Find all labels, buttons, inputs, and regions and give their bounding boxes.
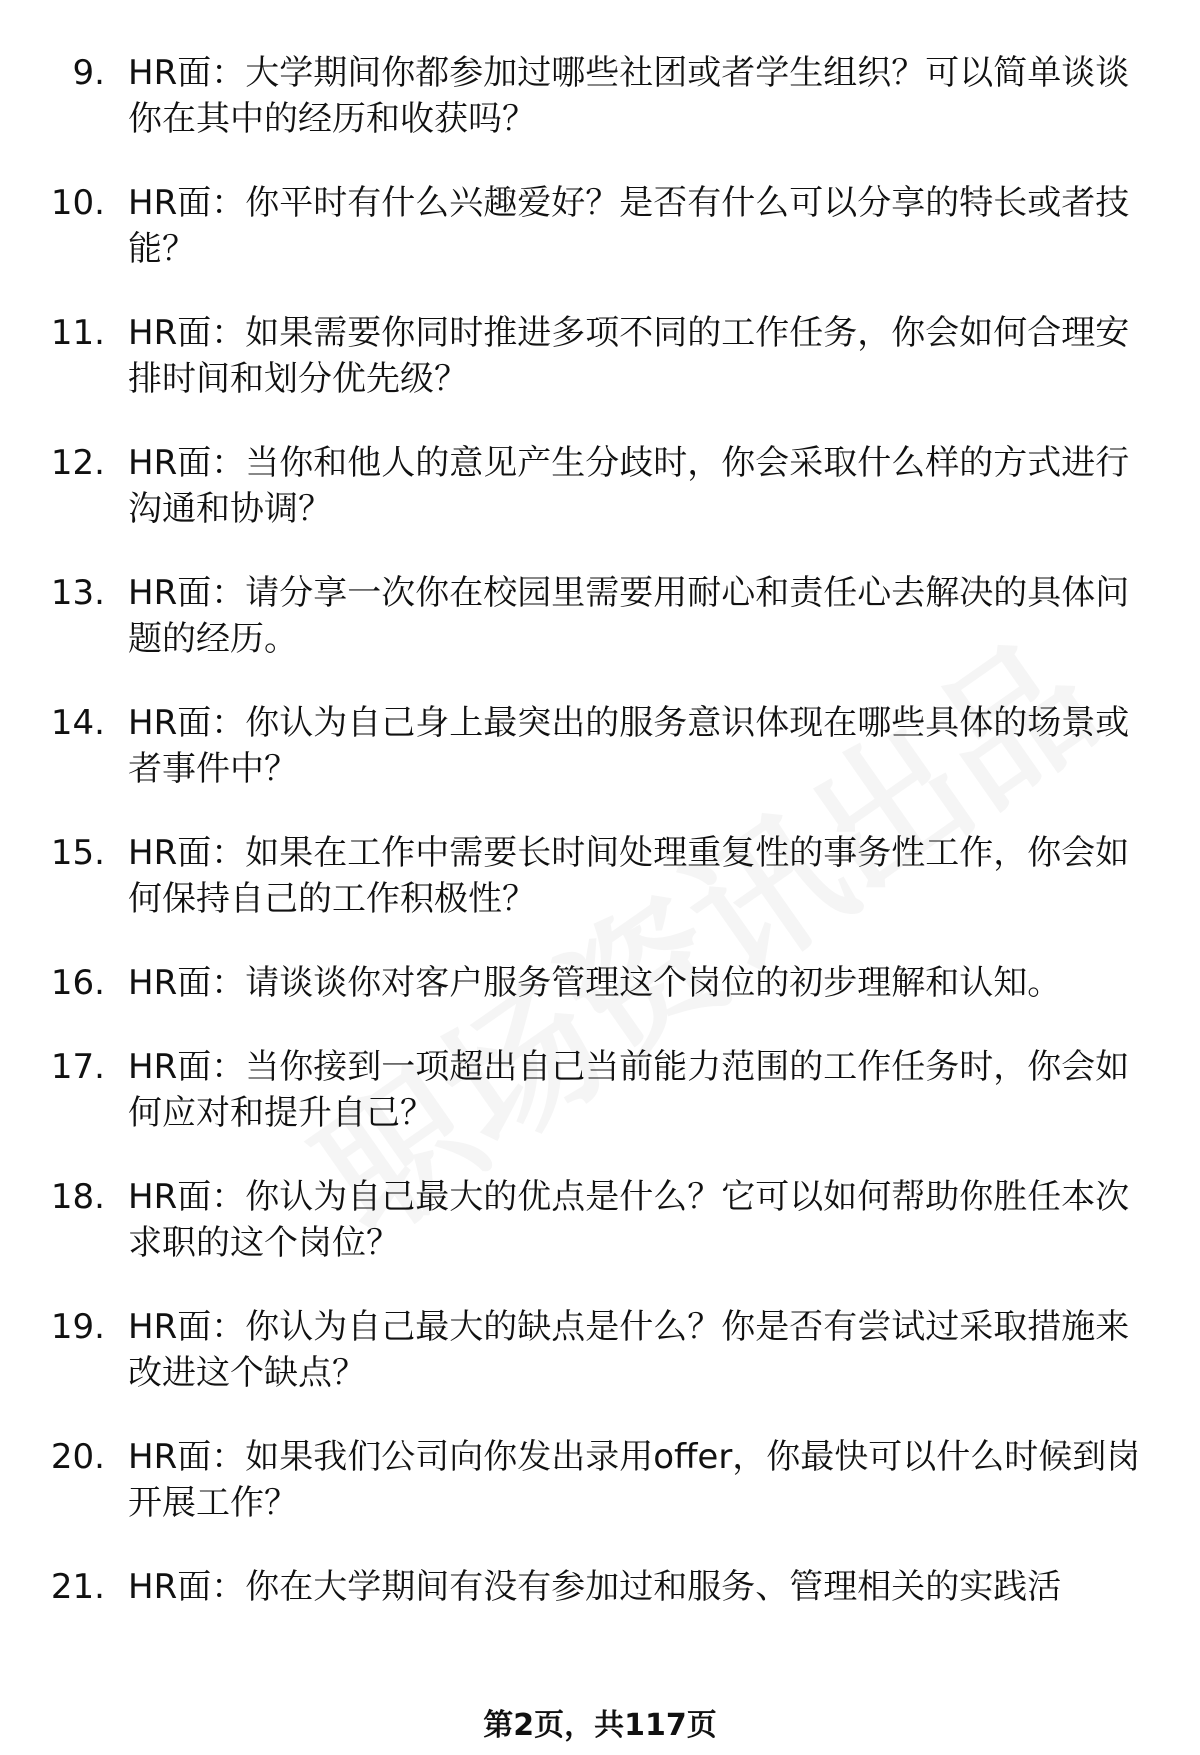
item-text: HR面：如果在工作中需要长时间处理重复性的事务性工作，你会如何保持自己的工作积极性？ — [128, 833, 1130, 919]
list-item — [0, 1564, 1200, 1610]
item-number: 14. — [50, 703, 105, 743]
item-number: 17. — [50, 1047, 105, 1087]
item-number: 21. — [50, 1567, 105, 1607]
item-text: HR面：你平时有什么兴趣爱好？是否有什么可以分享的特长或者技能？ — [128, 183, 1130, 269]
item-text: HR面：如果需要你同时推进多项不同的工作任务，你会如何合理安排时间和划分优先级？ — [128, 313, 1130, 399]
item-text: HR面：你在大学期间有没有参加过和服务、管理相关的实践活 — [128, 1567, 1062, 1607]
item-number: 12. — [50, 443, 105, 483]
list-item — [0, 700, 1200, 792]
item-text: HR面：大学期间你都参加过哪些社团或者学生组织？可以简单谈谈你在其中的经历和收获吗？ — [128, 53, 1130, 139]
list-item — [0, 310, 1200, 402]
list-item — [0, 1304, 1200, 1396]
item-number: 15. — [50, 833, 105, 873]
list-item — [0, 830, 1200, 922]
list-item — [0, 570, 1200, 662]
question-list — [0, 50, 1200, 1648]
list-item — [0, 1434, 1200, 1526]
item-number: 11. — [50, 313, 105, 353]
list-item — [0, 180, 1200, 272]
item-text: HR面：如果我们公司向你发出录用offer，你最快可以什么时候到岗开展工作？ — [128, 1437, 1141, 1523]
list-item — [0, 1174, 1200, 1266]
item-number: 9. — [72, 53, 105, 93]
item-number: 18. — [50, 1177, 105, 1217]
item-text: HR面：当你和他人的意见产生分歧时，你会采取什么样的方式进行沟通和协调？ — [128, 443, 1130, 529]
item-text: HR面：请谈谈你对客户服务管理这个岗位的初步理解和认知。 — [128, 963, 1062, 1003]
page-footer: 第2页，共117页 — [483, 1708, 717, 1743]
item-number: 10. — [50, 183, 105, 223]
item-text: HR面：你认为自己最大的优点是什么？它可以如何帮助你胜任本次求职的这个岗位？ — [128, 1177, 1130, 1263]
list-item — [0, 960, 1200, 1006]
item-number: 16. — [50, 963, 105, 1003]
item-number: 13. — [50, 573, 105, 613]
item-text: HR面：你认为自己身上最突出的服务意识体现在哪些具体的场景或者事件中？ — [128, 703, 1130, 789]
item-text: HR面：当你接到一项超出自己当前能力范围的工作任务时，你会如何应对和提升自己？ — [128, 1047, 1130, 1133]
list-item — [0, 50, 1200, 142]
item-text: HR面：你认为自己最大的缺点是什么？你是否有尝试过采取措施来改进这个缺点？ — [128, 1307, 1130, 1393]
list-item — [0, 1044, 1200, 1136]
item-number: 19. — [50, 1307, 105, 1347]
list-item — [0, 440, 1200, 532]
item-number: 20. — [50, 1437, 105, 1477]
item-text: HR面：请分享一次你在校园里需要用耐心和责任心去解决的具体问题的经历。 — [128, 573, 1130, 659]
